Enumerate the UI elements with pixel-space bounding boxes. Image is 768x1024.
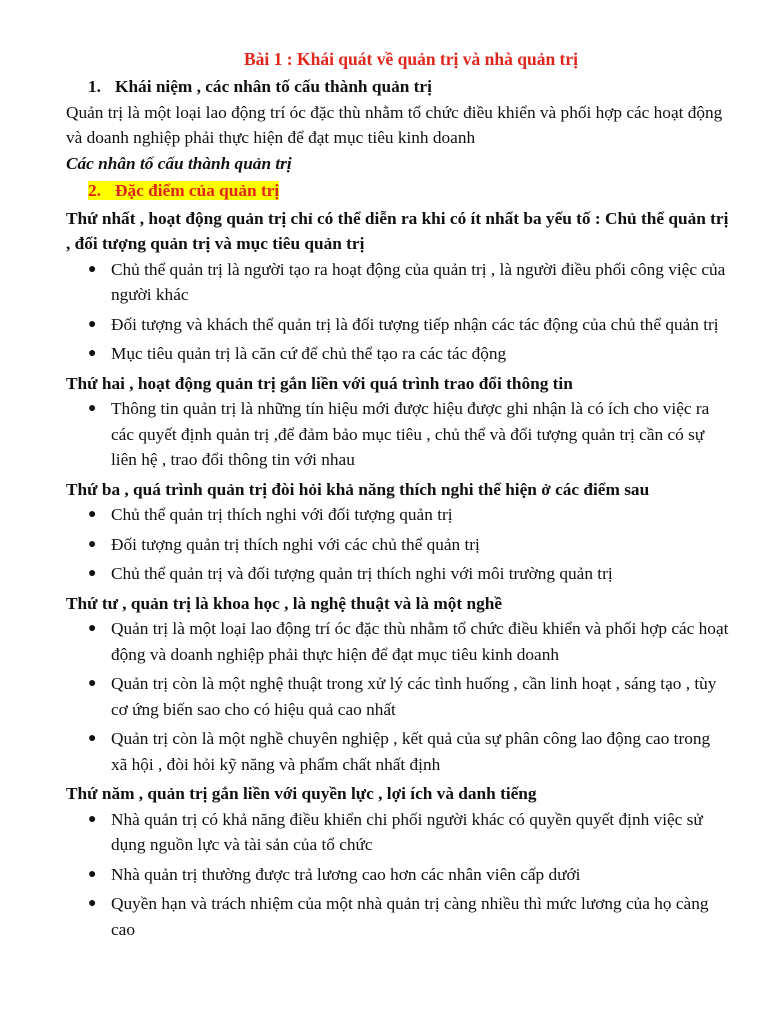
bullet-icon: ● xyxy=(88,401,97,416)
list-item-text: Chủ thể quản trị thích nghi với đối tượng quản trị xyxy=(111,505,453,524)
highlighted-heading xyxy=(88,181,279,200)
section-heading: Thứ ba , quá trình quản trị đòi hỏi khả năng thích nghi thể hiện ở các điểm sau xyxy=(66,479,650,499)
bullet-list xyxy=(66,396,730,473)
bullet-icon: ● xyxy=(88,896,97,911)
bullet-icon: ● xyxy=(88,621,97,636)
list-item xyxy=(66,312,730,338)
list-item xyxy=(66,726,730,777)
bullet-icon: ● xyxy=(88,536,97,552)
components-heading: Các nhân tố cấu thành quản trị xyxy=(66,153,292,173)
list-item xyxy=(66,341,730,367)
list-item-text: Quản trị còn là một nghề chuyên nghiệp , kết quả của sự phân công lao động cao trong xã hội , đòi hỏi kỹ năng và phẩm chất nhất định xyxy=(111,729,711,774)
bullet-icon: ● xyxy=(88,676,97,691)
list-item xyxy=(66,561,730,587)
bullet-icon: ● xyxy=(88,566,97,581)
heading-number: 2. xyxy=(88,181,101,200)
bullet-icon: ● xyxy=(88,316,97,332)
list-item-text: Chủ thể quản trị là người tạo ra hoạt động của quản trị , là người điều phối công việc của người khác xyxy=(111,259,726,304)
heading-characteristics xyxy=(66,178,730,204)
list-item-text: Quyền hạn và trách nhiệm của một nhà quản trị càng nhiều thì mức lương của họ càng cao xyxy=(111,894,709,939)
section-heading: Thứ nhất , hoạt động quản trị chỉ có thể diễn ra khi có ít nhất ba yếu tố : Chủ thể quản trị , đối tượng quản trị và mục tiêu quản trị xyxy=(66,208,729,253)
list-item-text: Quản trị còn là một nghệ thuật trong xử lý các tình huống , cần linh hoạt , sáng tạo , tùy cơ ứng biến sao cho có hiệu quả cao nhất xyxy=(111,674,717,719)
list-item xyxy=(66,532,730,558)
list-item xyxy=(66,257,730,308)
heading-concept xyxy=(66,74,730,100)
bullet-list xyxy=(66,257,730,367)
section-heading: Thứ tư , quản trị là khoa học , là nghệ thuật và là một nghề xyxy=(66,593,503,613)
document-page xyxy=(66,46,730,946)
list-item-text: Đối tượng và khách thể quản trị là đối tượng tiếp nhận các tác động của chủ thể quản trị xyxy=(111,314,719,334)
list-item-text: Thông tin quản trị là những tín hiệu mới được hiệu được ghi nhận là có ích cho việc ra các quyết định quản trị ,để đảm bảo mục tiêu , chủ thể và đối tượng quản trị cần có sự liên hệ , trao đổi thông tin với nhau xyxy=(111,399,710,469)
bullet-icon: ● xyxy=(88,507,97,522)
heading-text: Khái niệm , các nhân tố cấu thành quản trị xyxy=(115,77,432,96)
heading-number: 1. xyxy=(88,77,101,96)
bullet-icon: ● xyxy=(88,866,97,882)
section-heading: Thứ năm , quản trị gắn liền với quyền lực , lợi ích và danh tiếng xyxy=(66,784,537,803)
bullet-list xyxy=(66,616,730,777)
bullet-icon: ● xyxy=(88,346,97,361)
definition-paragraph: Quản trị là một loại lao động trí óc đặc thù nhằm tổ chức điều khiển và phối hợp các hoạt động và doanh nghiệp phải thực hiện để đạt mục tiêu kinh doanh xyxy=(66,102,723,147)
bullet-icon: ● xyxy=(88,731,97,746)
list-item-text: Nhà quản trị có khả năng điều khiển chi phối người khác có quyền quyết định việc sử dụng nguồn lực và tài sản của tổ chức xyxy=(111,809,703,854)
list-item-text: Nhà quản trị thường được trả lương cao hơn các nhân viên cấp dưới xyxy=(111,864,581,884)
list-item-text: Mục tiêu quản trị là căn cứ để chủ thể tạo ra các tác động xyxy=(111,344,507,363)
heading-text: Đặc điểm của quản trị xyxy=(115,181,280,200)
list-item xyxy=(66,671,730,722)
bullet-list xyxy=(66,502,730,587)
bullet-list xyxy=(66,807,730,943)
list-item-text: Đối tượng quản trị thích nghi với các chủ thể quản trị xyxy=(111,534,480,554)
list-item-text: Quản trị là một loại lao động trí óc đặc thù nhằm tổ chức điều khiển và phối hợp các hoạt động và doanh nghiệp phải thực hiện để đạt mục tiêu kinh doanh xyxy=(111,619,729,664)
list-item-text: Chủ thể quản trị và đối tượng quản trị thích nghi với môi trường quản trị xyxy=(111,564,613,583)
document-title: Bài 1 : Khái quát về quản trị và nhà quản trị xyxy=(243,49,579,69)
list-item xyxy=(66,807,730,858)
list-item xyxy=(66,502,730,528)
list-item xyxy=(66,862,730,888)
list-item xyxy=(66,891,730,942)
bullet-icon: ● xyxy=(88,811,97,827)
section-heading: Thứ hai , hoạt động quản trị gắn liền với quá trình trao đổi thông tin xyxy=(66,373,573,393)
bullet-icon: ● xyxy=(88,261,97,277)
list-item xyxy=(66,396,730,473)
list-item xyxy=(66,616,730,667)
